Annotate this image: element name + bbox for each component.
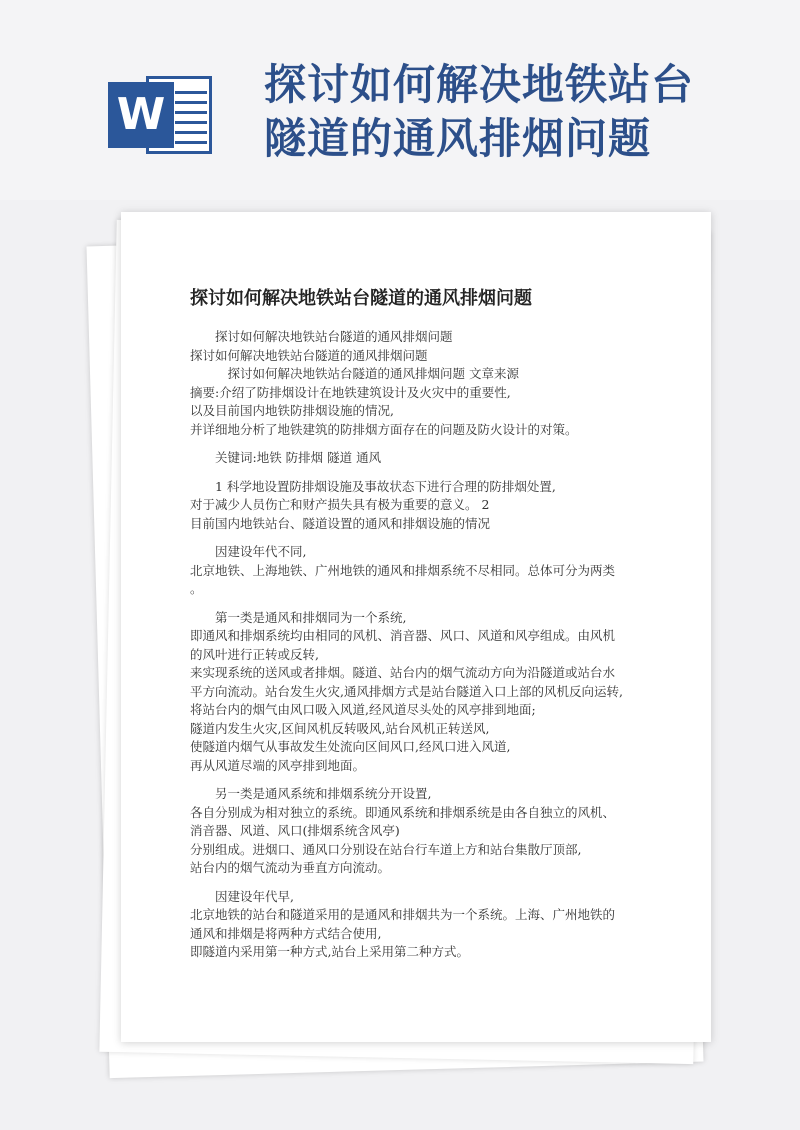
- paragraph-gap: [190, 599, 690, 609]
- body-line: 摘要:介绍了防排烟设计在地铁建筑设计及火灾中的重要性,: [190, 384, 511, 400]
- banner-title: [264, 58, 784, 166]
- body-line: 消音器、风道、风口(排烟系统含风亭): [190, 823, 400, 838]
- body-line: 第一类是通风和排烟同为一个系统,: [190, 609, 407, 625]
- body-line: 探讨如何解决地铁站台隧道的通风排烟问题: [190, 347, 428, 363]
- body-line: 关键词:地铁 防排烟 隧道 通风: [190, 450, 382, 465]
- paragraph-gap: [190, 878, 690, 888]
- body-line: 再从风道尽端的风亭排到地面。: [190, 757, 366, 773]
- body-line: 探讨如何解决地铁站台隧道的通风排烟问题 文章来源: [190, 366, 519, 381]
- body-line: 1 科学地设置防排烟设施及事故状态下进行合理的防排烟处置,: [190, 478, 556, 494]
- body-line: 即通风和排烟系统均由相同的风机、消音器、风口、风道和风亭组成。由风机: [190, 628, 616, 643]
- paragraph-gap: [190, 468, 690, 478]
- paragraph-gap: [190, 533, 690, 543]
- body-line: 来实现系统的送风或者排烟。隧道、站台内的烟气流动方向为沿隧道或站台水: [190, 665, 616, 680]
- body-line: 即隧道内采用第一种方式,站台上采用第二种方式。: [190, 944, 469, 959]
- body-line: 通风和排烟是将两种方式结合使用,: [190, 925, 382, 941]
- body-line: 并详细地分析了地铁建筑的防排烟方面存在的问题及防火设计的对策。: [190, 421, 578, 437]
- body-line: 因建设年代早,: [190, 888, 294, 904]
- body-line: 将站台内的烟气由风口吸入风道,经风道尽头处的风亭排到地面;: [190, 702, 536, 717]
- body-line: 目前国内地铁站台、隧道设置的通风和排烟设施的情况: [190, 515, 491, 531]
- body-line: 平方向流动。站台发生火灾,通风排烟方式是站台隧道入口上部的风机反向运转,: [190, 683, 623, 699]
- word-logo-letter: W: [116, 89, 166, 140]
- document-title: 探讨如何解决地铁站台隧道的通风排烟问题: [190, 288, 532, 309]
- banner-title-line2: 隧道的通风排烟问题: [264, 114, 652, 163]
- body-line: 分别组成。进烟口、通风口分别设在站台行车道上方和站台集散厅顶部,: [190, 841, 582, 857]
- body-line: 。: [190, 581, 203, 596]
- banner-title-line1: 探讨如何解决地铁站台: [264, 60, 695, 109]
- body-line: 北京地铁、上海地铁、广州地铁的通风和排烟系统不尽相同。总体可分为两类: [190, 562, 616, 578]
- paragraph-gap: [190, 775, 690, 785]
- paragraph-gap: [190, 439, 690, 449]
- body-line: 探讨如何解决地铁站台隧道的通风排烟问题: [190, 329, 453, 344]
- body-line: 北京地铁的站台和隧道采用的是通风和排烟共为一个系统。上海、广州地铁的: [190, 907, 616, 922]
- body-line: 以及目前国内地铁防排烟设施的情况,: [190, 403, 394, 418]
- word-logo-tile: [108, 82, 174, 148]
- body-line: 各自分别成为相对独立的系统。即通风系统和排烟系统是由各自独立的风机、: [190, 804, 616, 820]
- body-line: 站台内的烟气流动为垂直方向流动。: [190, 860, 391, 875]
- body-line: 隧道内发生火灾,区间风机反转吸风,站台风机正转送风,: [190, 720, 490, 736]
- word-icon: [108, 68, 218, 158]
- body-line: 使隧道内烟气从事故发生处流向区间风口,经风口进入风道,: [190, 739, 511, 754]
- body-line: 对于减少人员伤亡和财产损失具有极为重要的意义。 2: [190, 497, 490, 512]
- document-body: [190, 328, 690, 962]
- body-line: 因建设年代不同,: [190, 544, 307, 559]
- body-line: 另一类是通风系统和排烟系统分开设置,: [190, 786, 432, 801]
- body-line: 的风叶进行正转或反转,: [190, 646, 319, 662]
